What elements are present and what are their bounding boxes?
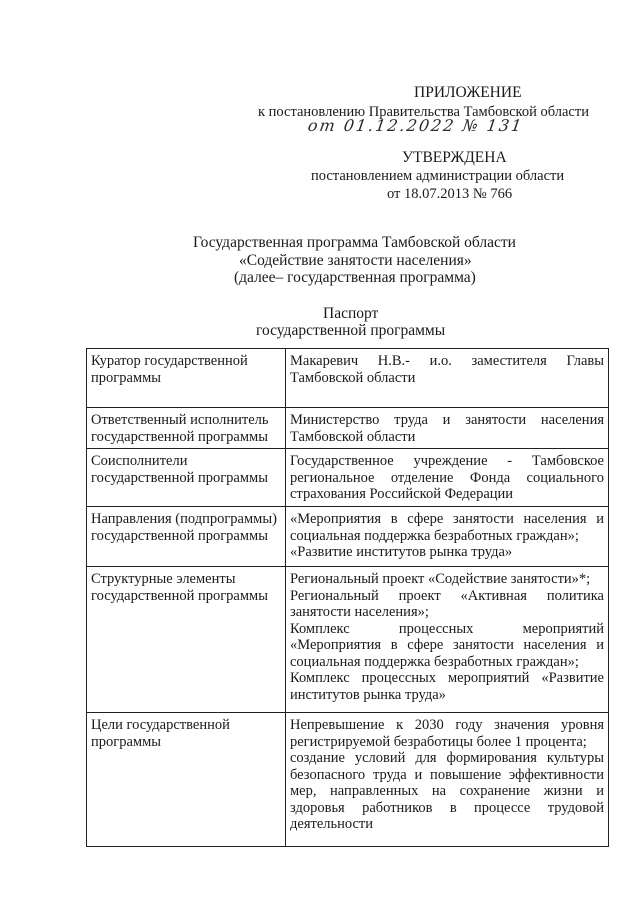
table-row: [87, 567, 609, 713]
table-row: [87, 449, 609, 507]
row-value: Непревышение к 2030 году значения уровня регистрируемой безработицы более 1 процента; создание условий для формирования культуры безопасного труда и повышение эффективности мер, направленных на сохранение жизни и здоровья работников в процессе трудовой деятельности: [286, 713, 609, 847]
row-key: Соисполнители государственной программы: [87, 449, 286, 507]
approved-line-1: постановлением администрации области: [311, 168, 565, 184]
table-row: [87, 349, 609, 408]
approved-line-2: от 18.07.2013 № 766: [387, 186, 513, 202]
handwritten-number: от 01.12.2022 № 131: [306, 116, 525, 135]
row-key: Куратор государственной программы: [87, 349, 286, 408]
row-value: Макаревич Н.В.- и.о. заместителя Главы Тамбовской области: [286, 349, 609, 408]
approved-title: УТВЕРЖДЕНА: [402, 149, 507, 166]
table-row: [87, 408, 609, 449]
table-row: [87, 713, 609, 847]
row-value: Региональный проект «Содействие занятости»*; Региональный проект «Активная политика занятости населения»; Комплекс процессных мероприятий «Мероприятия в сфере занятости населения и социальная поддержка безработных граждан»; Комплекс процессных мероприятий «Развитие институтов рынка труда»: [286, 567, 609, 713]
row-key: Направления (подпрограммы) государственной программы: [87, 507, 286, 567]
row-key: Ответственный исполнитель государственной программы: [87, 408, 286, 449]
passport-subtitle: государственной программы: [256, 322, 446, 339]
row-key: Структурные элементы государственной программы: [87, 567, 286, 713]
table-row: [87, 507, 609, 567]
passport-table: [86, 348, 609, 847]
row-value: Министерство труда и занятости населения Тамбовской области: [286, 408, 609, 449]
passport-title: Паспорт: [323, 305, 379, 322]
appendix-title: ПРИЛОЖЕНИЕ: [414, 84, 522, 101]
program-title-line-2: «Содействие занятости населения»: [239, 252, 472, 269]
program-title-line-1: Государственная программа Тамбовской области: [193, 234, 516, 251]
program-title-line-3: (далее– государственная программа): [234, 269, 476, 286]
row-value: Государственное учреждение - Тамбовское региональное отделение Фонда социального страхования Российской Федерации: [286, 449, 609, 507]
row-key: Цели государственной программы: [87, 713, 286, 847]
appendix-reference: к постановлению Правительства Тамбовской области: [258, 104, 589, 120]
row-value: «Мероприятия в сфере занятости населения и социальная поддержка безработных граждан»; «Развитие институтов рынка труда»: [286, 507, 609, 567]
